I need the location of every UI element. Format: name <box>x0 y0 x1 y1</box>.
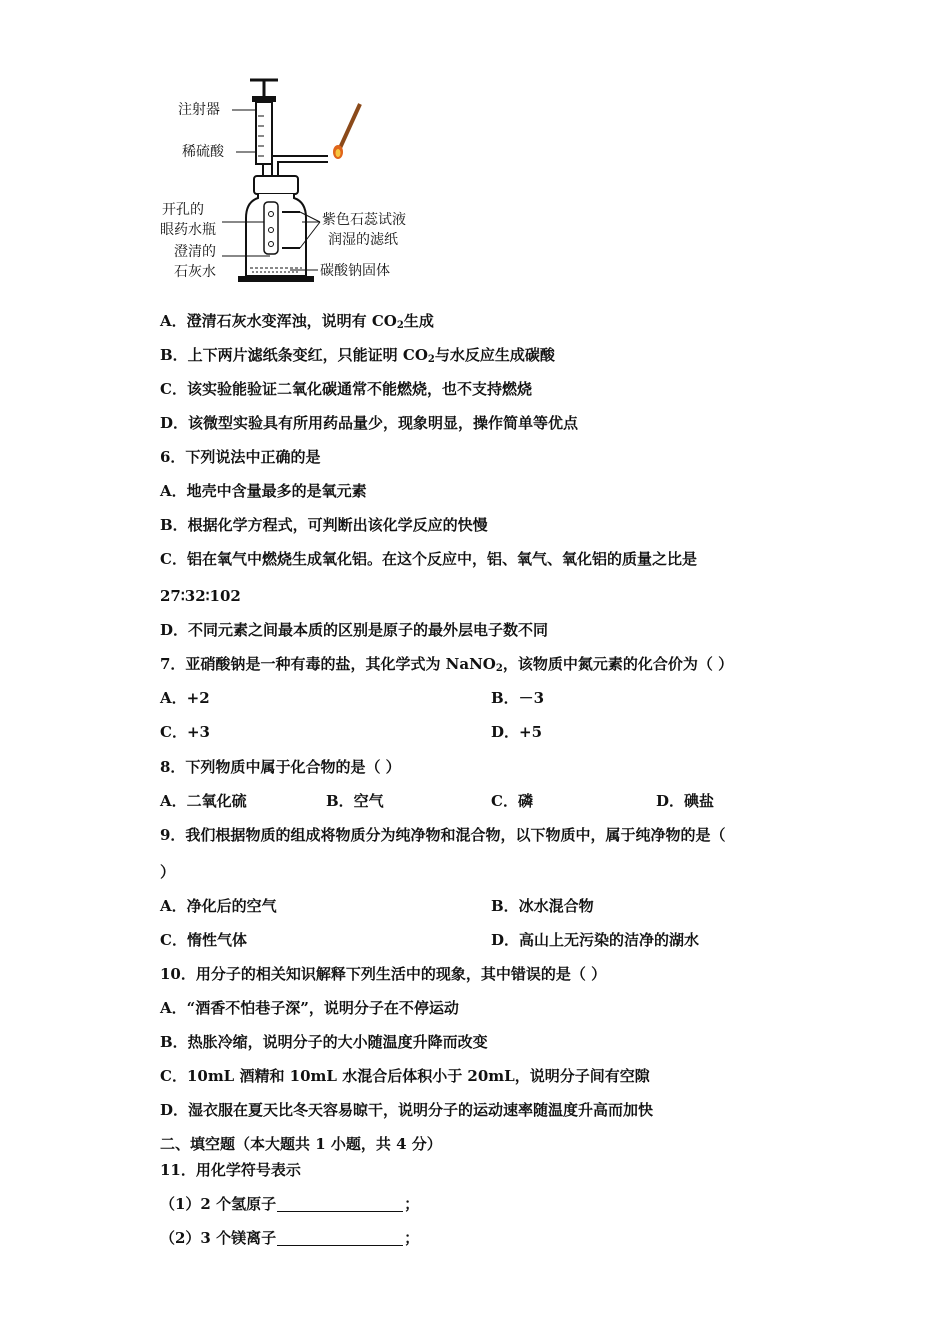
q11-stem: 11．用化学符号表示 <box>160 1161 301 1179</box>
q5-option-a: A．澄清石灰水变浑浊，说明有 $CO_2$生成 <box>160 312 434 331</box>
section-heading-fill-in: 二、填空题（本大题共 1 小题，共 4 分） <box>160 1135 442 1153</box>
q11-part-2: （2）3 个镁离子 ； <box>160 1229 420 1247</box>
q11-part-1: （1）2 个氢原子 ； <box>160 1195 420 1213</box>
q8-option-c: C．磷 <box>491 792 533 810</box>
q9-option-a: A．净化后的空气 <box>160 897 277 915</box>
q6-option-c-line2: 27∶32∶102 <box>160 587 241 605</box>
q10-stem: 10．用分子的相关知识解释下列生活中的现象，其中错误的是（ ） <box>160 965 607 983</box>
label-sodium-carbonate: 碳酸钠固体 <box>320 263 390 279</box>
q6-option-d: D．不同元素之间最本质的区别是原子的最外层电子数不同 <box>160 621 549 639</box>
q9-option-c: C．惰性气体 <box>160 931 247 949</box>
q10-option-a: A．“酒香不怕巷子深”，说明分子在不停运动 <box>160 999 459 1017</box>
q6-stem: 6．下列说法中正确的是 <box>160 448 321 466</box>
q6-option-c-line1: C．铝在氧气中燃烧生成氧化铝。在这个反应中，铝、氧气、氧化铝的质量之比是 <box>160 550 697 568</box>
q5-option-c: C．该实验能验证二氧化碳通常不能燃烧，也不支持燃烧 <box>160 380 532 398</box>
answer-blank-2[interactable] <box>277 1231 403 1246</box>
answer-blank-1[interactable] <box>277 1197 403 1212</box>
q5-option-d: D．该微型实验具有所用药品量少，现象明显，操作简单等优点 <box>160 414 579 432</box>
label-limewater-line2: 石灰水 <box>174 264 216 280</box>
label-syringe: 注射器 <box>178 102 220 118</box>
label-dilute-sulfuric-acid: 稀硫酸 <box>182 144 224 160</box>
q8-option-b: B．空气 <box>326 792 384 810</box>
q6-option-b: B．根据化学方程式，可判断出该化学反应的快慢 <box>160 516 488 534</box>
q5-option-b: B．上下两片滤纸条变红，只能证明 $CO_2$与水反应生成碳酸 <box>160 346 555 365</box>
apparatus-figure <box>150 72 430 292</box>
label-limewater-line1: 澄清的 <box>174 244 216 260</box>
label-litmus-line1: 紫色石蕊试液 <box>322 212 406 228</box>
q7-option-b: B．－3 <box>491 689 545 707</box>
q8-option-a: A．二氧化硫 <box>160 792 247 810</box>
label-vial-line2: 眼药水瓶 <box>160 222 216 238</box>
q8-stem: 8．下列物质中属于化合物的是（ ） <box>160 758 401 776</box>
q7-option-c: C．+3 <box>160 723 210 741</box>
q7-option-a: A．+2 <box>160 689 210 707</box>
label-vial-line1: 开孔的 <box>162 202 204 218</box>
label-litmus-line2: 润湿的滤纸 <box>328 232 398 248</box>
q10-option-c: C．10mL 酒精和 10mL 水混合后体积小于 20mL，说明分子间有空隙 <box>160 1067 650 1085</box>
q10-option-b: B．热胀冷缩，说明分子的大小随温度升降而改变 <box>160 1033 488 1051</box>
q9-option-b: B．冰水混合物 <box>491 897 594 915</box>
q8-option-d: D．碘盐 <box>656 792 715 810</box>
q7-stem: 7．亚硝酸钠是一种有毒的盐，其化学式为 NaNO$_2$，该物质中氮元素的化合价为（ ） <box>160 655 734 674</box>
q9-stem-line2: ） <box>160 863 176 881</box>
q6-option-a: A．地壳中含量最多的是氧元素 <box>160 482 367 500</box>
q7-option-d: D．+5 <box>491 723 543 741</box>
q10-option-d: D．湿衣服在夏天比冬天容易晾干，说明分子的运动速率随温度升高而加快 <box>160 1101 654 1119</box>
q9-option-d: D．高山上无污染的洁净的湖水 <box>491 931 700 949</box>
q9-stem-line1: 9．我们根据物质的组成将物质分为纯净物和混合物，以下物质中，属于纯净物的是（ <box>160 826 726 844</box>
